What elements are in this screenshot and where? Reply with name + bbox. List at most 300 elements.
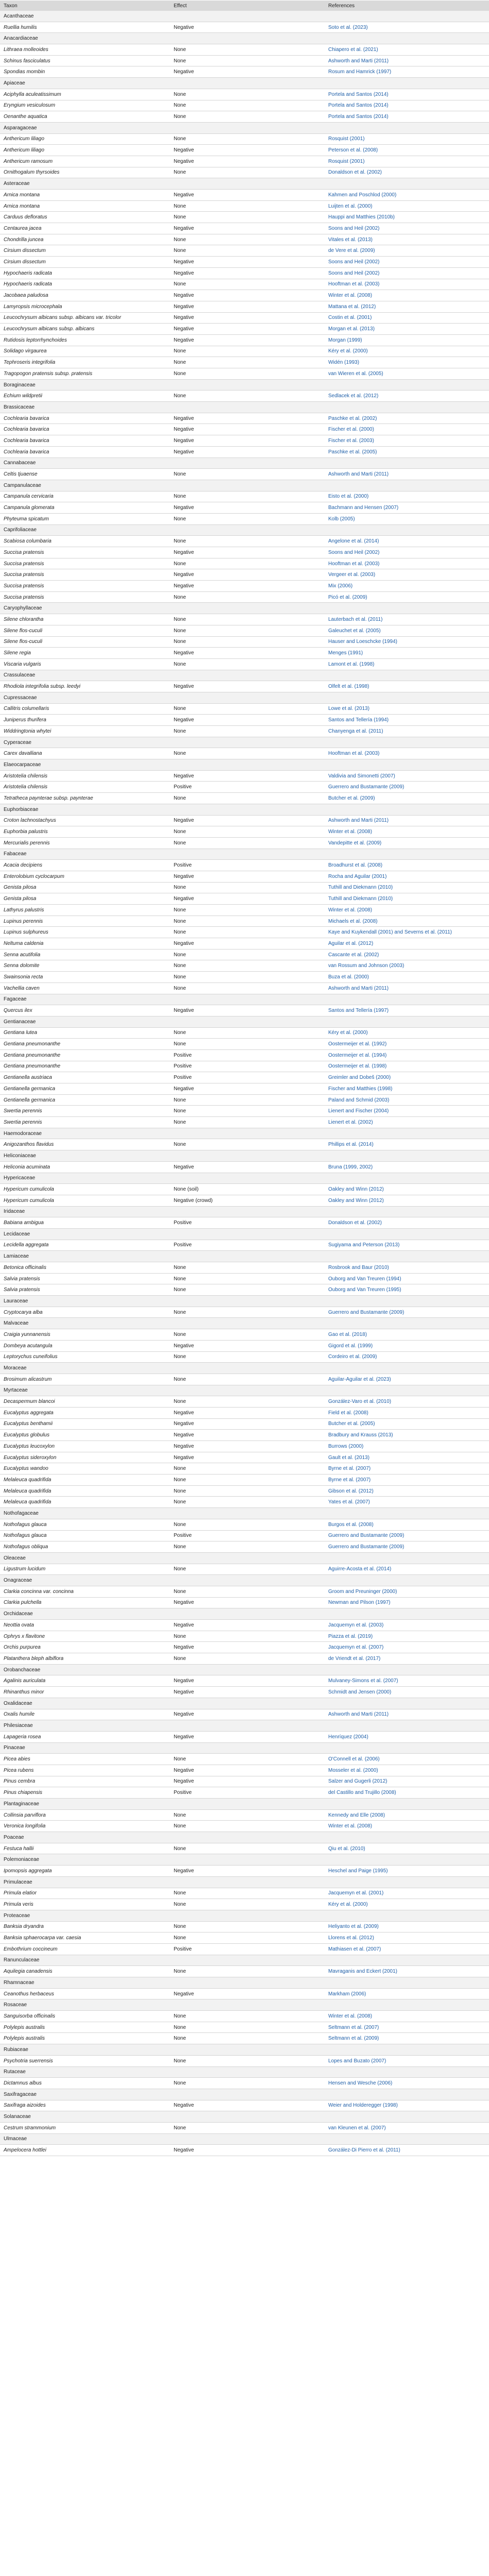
family-row bbox=[0, 1318, 489, 1329]
reference-link[interactable]: Chanyenga et al. (2011) bbox=[328, 728, 383, 734]
reference-link[interactable]: Llorens et al. (2012) bbox=[328, 1935, 374, 1941]
effect-cell: None bbox=[174, 918, 186, 924]
table-row bbox=[0, 536, 489, 547]
effect-cell: None bbox=[174, 1521, 186, 1528]
reference-link[interactable]: Guerrero and Bustamante (2009) bbox=[328, 1533, 404, 1539]
family-row bbox=[0, 759, 489, 771]
family-row bbox=[0, 692, 489, 704]
reference-link[interactable]: Peterson et al. (2008) bbox=[328, 147, 378, 154]
reference-link[interactable]: Ashworth and Marti (2011) bbox=[328, 818, 389, 824]
reference-link[interactable]: Gao et al. (2018) bbox=[328, 1331, 367, 1337]
effect-cell: None bbox=[174, 795, 186, 801]
table-row bbox=[0, 44, 489, 56]
reference-link[interactable]: Guerrero and Bustamante (2009) bbox=[328, 1544, 404, 1550]
reference-link[interactable]: Soons and Heil (2002) bbox=[328, 259, 380, 265]
reference-link[interactable]: Rosquist (2001) bbox=[328, 158, 365, 164]
taxon-cell: Succisa pratensis bbox=[4, 572, 44, 578]
reference-link[interactable]: Seltmann et al. (2009) bbox=[328, 2036, 379, 2042]
effect-cell: None bbox=[174, 885, 186, 891]
reference-link[interactable]: Lauterbach et al. (2011) bbox=[328, 616, 383, 622]
reference-link[interactable]: Morgan (1999) bbox=[328, 337, 362, 343]
reference-link[interactable]: Vitales et al. (2013) bbox=[328, 236, 373, 243]
taxon-cell: Widdringtonia whytei bbox=[4, 728, 52, 734]
table-row bbox=[0, 1922, 489, 1933]
taxon-cell: Carex davalliana bbox=[4, 751, 42, 757]
effect-cell: Negative bbox=[174, 303, 194, 310]
taxon-cell: Lapageria rosea bbox=[4, 1734, 41, 1740]
reference-link[interactable]: Heschel and Paige (1995) bbox=[328, 1868, 388, 1874]
effect-cell: Positive bbox=[174, 1946, 192, 1952]
family-name: Apiaceae bbox=[4, 80, 25, 86]
reference-link[interactable]: Butcher et al. (2005) bbox=[328, 1421, 375, 1427]
effect-cell: Negative bbox=[174, 259, 194, 265]
reference-link[interactable]: van Rossum and Johnson (2003) bbox=[328, 963, 404, 969]
family-row bbox=[0, 2111, 489, 2123]
reference-link[interactable]: Paschke et al. (2005) bbox=[328, 449, 377, 455]
table-row bbox=[0, 447, 489, 458]
reference-link[interactable]: Mathiasen et al. (2007) bbox=[328, 1946, 381, 1952]
taxon-cell: Gentiana pneumonanthe bbox=[4, 1063, 61, 1070]
taxon-cell: Primula elatior bbox=[4, 1890, 37, 1896]
reference-link[interactable]: Widén (1993) bbox=[328, 360, 360, 366]
table-row bbox=[0, 972, 489, 983]
reference-link[interactable]: Oakley and Winn (2012) bbox=[328, 1197, 384, 1204]
reference-link[interactable]: Ashworth and Marti (2011) bbox=[328, 985, 389, 991]
reference-link[interactable]: Hauppi and Matthies (2010b) bbox=[328, 214, 395, 221]
family-row bbox=[0, 1910, 489, 1922]
effect-cell: None bbox=[174, 1812, 186, 1818]
table-row bbox=[0, 871, 489, 883]
taxon-cell: Swainsonia recta bbox=[4, 974, 43, 980]
taxon-cell: Campanula cervicaria bbox=[4, 494, 54, 500]
table-row bbox=[0, 1843, 489, 1855]
effect-cell: None bbox=[174, 248, 186, 254]
effect-cell: None bbox=[174, 1466, 186, 1472]
reference-link[interactable]: Mulvaney-Simons et al. (2007) bbox=[328, 1678, 398, 1684]
effect-cell: None bbox=[174, 1264, 186, 1270]
reference-link[interactable]: Kahmen and Poschlod (2000) bbox=[328, 192, 397, 198]
reference-link[interactable]: Gibson et al. (2012) bbox=[328, 1488, 374, 1494]
effect-cell: Negative bbox=[174, 147, 194, 154]
effect-cell: None bbox=[174, 628, 186, 634]
reference-link[interactable]: Lienert and Fischer (2004) bbox=[328, 1108, 389, 1114]
effect-cell: None bbox=[174, 236, 186, 243]
reference-link[interactable]: Paland and Schmid (2003) bbox=[328, 1097, 390, 1103]
reference-link[interactable]: Vandepitte et al. (2009) bbox=[328, 840, 382, 846]
taxon-cell: Nothofagus glauca bbox=[4, 1533, 47, 1539]
table-row bbox=[0, 1139, 489, 1150]
reference-link[interactable]: Portela and Santos (2014) bbox=[328, 103, 389, 109]
taxon-cell: Polylepis australis bbox=[4, 2024, 45, 2030]
reference-link[interactable]: Rosum and Hamrick (1997) bbox=[328, 69, 392, 75]
reference-link[interactable]: Luijten et al. (2000) bbox=[328, 203, 373, 209]
taxon-cell: Collinsia parviflora bbox=[4, 1812, 46, 1818]
reference-link[interactable]: Kennedy and Elle (2008) bbox=[328, 1812, 385, 1818]
reference-link[interactable]: Portela and Santos (2014) bbox=[328, 114, 389, 120]
reference-link[interactable]: Winter et al. (2008) bbox=[328, 829, 373, 835]
table-row bbox=[0, 1184, 489, 1195]
reference-link[interactable]: Picó et al. (2009) bbox=[328, 594, 367, 600]
table-row bbox=[0, 1195, 489, 1207]
reference-link[interactable]: Angelone et al. (2014) bbox=[328, 538, 379, 545]
table-row bbox=[0, 938, 489, 950]
effect-cell: Negative bbox=[174, 1421, 194, 1427]
table-row bbox=[0, 1162, 489, 1173]
reference-link[interactable]: Soons and Heil (2002) bbox=[328, 270, 380, 276]
reference-link[interactable]: Guerrero and Bustamante (2009) bbox=[328, 784, 404, 790]
taxon-cell: Hypericum cumulicola bbox=[4, 1197, 54, 1204]
reference-link[interactable]: Ashworth and Marti (2011) bbox=[328, 471, 389, 478]
table-row bbox=[0, 1709, 489, 1721]
reference-link[interactable]: Mix (2006) bbox=[328, 583, 353, 589]
reference-link[interactable]: Michaels et al. (2008) bbox=[328, 918, 378, 924]
reference-link[interactable]: Fischer et al. (2003) bbox=[328, 437, 374, 444]
reference-link[interactable]: Hooftman et al. (2003) bbox=[328, 561, 380, 567]
table-row bbox=[0, 1497, 489, 1508]
reference-link[interactable]: Seltmann et al. (2007) bbox=[328, 2024, 379, 2030]
table-row bbox=[0, 145, 489, 156]
table-row bbox=[0, 648, 489, 659]
taxon-cell: Chondrilla juncea bbox=[4, 236, 44, 243]
reference-link[interactable]: Vergeer et al. (2003) bbox=[328, 572, 376, 578]
effect-cell: Negative bbox=[174, 1164, 194, 1170]
reference-link[interactable]: de Vriendt et al. (2017) bbox=[328, 1655, 381, 1662]
family-name: Euphorbiaceae bbox=[4, 806, 39, 812]
taxon-cell: Aquilegia canadensis bbox=[4, 1969, 53, 1975]
reference-link[interactable]: Kéry et al. (2000) bbox=[328, 1902, 368, 1908]
table-row bbox=[0, 1519, 489, 1531]
effect-cell: None bbox=[174, 1935, 186, 1941]
taxon-cell: Babiana ambigua bbox=[4, 1220, 44, 1226]
reference-link[interactable]: van Wieren et al. (2005) bbox=[328, 370, 383, 377]
reference-link[interactable]: Oakley and Winn (2012) bbox=[328, 1187, 384, 1193]
reference-link[interactable]: Oostermeijer et al. (1992) bbox=[328, 1041, 387, 1047]
reference-link[interactable]: Newman and Pilson (1997) bbox=[328, 1600, 391, 1606]
reference-link[interactable]: Menges (1991) bbox=[328, 650, 363, 656]
effect-cell: Negative bbox=[174, 337, 194, 343]
reference-link[interactable]: Jacquemyn et al. (2001) bbox=[328, 1890, 384, 1896]
table-row bbox=[0, 659, 489, 670]
taxon-cell: Rhodiola integrifolia subsp. leedyi bbox=[4, 684, 80, 690]
reference-link[interactable]: Chiapero et al. (2021) bbox=[328, 46, 378, 53]
table-row bbox=[0, 1531, 489, 1542]
taxon-cell: Picea rubens bbox=[4, 1767, 34, 1773]
taxon-cell: Cochlearia bavarica bbox=[4, 415, 49, 421]
reference-link[interactable]: Oostermeijer et al. (1998) bbox=[328, 1063, 387, 1070]
taxon-cell: Cochlearia bavarica bbox=[4, 449, 49, 455]
taxon-cell: Ampelocera hottlei bbox=[4, 2147, 46, 2154]
effect-cell: None bbox=[174, 136, 186, 142]
taxon-cell: Carduus defloratus bbox=[4, 214, 47, 221]
reference-link[interactable]: Ouborg and Van Treuren (1994) bbox=[328, 1276, 401, 1282]
reference-link[interactable]: Galeuchet et al. (2005) bbox=[328, 628, 381, 634]
reference-link[interactable]: Santos and Tellería (1997) bbox=[328, 1008, 389, 1014]
reference-link[interactable]: Winter et al. (2008) bbox=[328, 907, 373, 913]
taxon-cell: Swertia perennis bbox=[4, 1108, 42, 1114]
reference-link[interactable]: Soons and Heil (2002) bbox=[328, 225, 380, 231]
taxon-cell: Ornithogalum thyrsoides bbox=[4, 170, 60, 176]
reference-link[interactable]: Greimler and Dobeš (2000) bbox=[328, 1075, 391, 1081]
table-row bbox=[0, 927, 489, 938]
table-row bbox=[0, 1430, 489, 1441]
table-row bbox=[0, 1732, 489, 1743]
effect-cell: None bbox=[174, 1969, 186, 1975]
taxon-cell: Brosimum alicastrum bbox=[4, 1376, 52, 1382]
taxon-cell: Dictamnus albus bbox=[4, 2080, 42, 2087]
table-row bbox=[0, 1899, 489, 1910]
table-row bbox=[0, 748, 489, 759]
table-row bbox=[0, 2033, 489, 2044]
reference-link[interactable]: Sedlacek et al. (2012) bbox=[328, 393, 379, 399]
reference-link[interactable]: Soons and Heil (2002) bbox=[328, 549, 380, 555]
reference-link[interactable]: Bachmann and Hensen (2007) bbox=[328, 505, 399, 511]
reference-link[interactable]: Sugiyama and Peterson (2013) bbox=[328, 1242, 400, 1248]
table-row bbox=[0, 435, 489, 447]
reference-link[interactable]: Groom and Preuninger (2000) bbox=[328, 1588, 397, 1595]
table-row bbox=[0, 793, 489, 804]
reference-link[interactable]: Tuthill and Diekmann (2010) bbox=[328, 885, 393, 891]
reference-link[interactable]: Portela and Santos (2014) bbox=[328, 91, 389, 97]
taxon-cell: Euphorbia palustris bbox=[4, 829, 48, 835]
reference-link[interactable]: Gigord et al. (1999) bbox=[328, 1343, 373, 1349]
effect-cell: None bbox=[174, 985, 186, 991]
reference-link[interactable]: Tuthill and Diekmann (2010) bbox=[328, 896, 393, 902]
effect-cell: Negative bbox=[174, 684, 194, 690]
table-row bbox=[0, 245, 489, 257]
reference-link[interactable]: Aguilar et al. (2012) bbox=[328, 940, 374, 946]
effect-cell: None bbox=[174, 1354, 186, 1360]
table-row bbox=[0, 167, 489, 179]
taxon-cell: Campanula glomerata bbox=[4, 505, 55, 511]
table-row bbox=[0, 1329, 489, 1341]
taxon-cell: Lupinus sulphureus bbox=[4, 929, 48, 936]
family-row bbox=[0, 670, 489, 682]
reference-link[interactable]: del Castillo and Trujillo (2008) bbox=[328, 1790, 396, 1796]
reference-link[interactable]: Santos and Tellería (1994) bbox=[328, 717, 389, 723]
reference-link[interactable]: Guerrero and Bustamante (2009) bbox=[328, 1309, 404, 1315]
table-row bbox=[0, 614, 489, 625]
table-row bbox=[0, 558, 489, 570]
reference-link[interactable]: Yates et al. (2007) bbox=[328, 1499, 370, 1505]
reference-link[interactable]: Ouborg and Van Treuren (1995) bbox=[328, 1287, 401, 1293]
table-row bbox=[0, 502, 489, 514]
effect-cell: Negative bbox=[174, 1622, 194, 1628]
effect-cell: None bbox=[174, 2036, 186, 2042]
taxon-cell: Eryngium vesiculosum bbox=[4, 103, 56, 109]
reference-link[interactable]: Fischer et al. (2000) bbox=[328, 427, 374, 433]
table-row bbox=[0, 190, 489, 201]
taxon-cell: Gentiana pneumonanthe bbox=[4, 1041, 61, 1047]
taxon-cell: Aristotelia chilensis bbox=[4, 773, 48, 779]
reference-link[interactable]: Winter et al. (2008) bbox=[328, 293, 373, 299]
table-row bbox=[0, 1653, 489, 1665]
reference-link[interactable]: Lienert et al. (2002) bbox=[328, 1119, 373, 1125]
family-name: Haemodoraceae bbox=[4, 1130, 42, 1137]
reference-link[interactable]: Field et al. (2008) bbox=[328, 1410, 368, 1416]
reference-link[interactable]: Salzer and Gugerli (2012) bbox=[328, 1778, 387, 1785]
reference-link[interactable]: Bruna (1999, 2002) bbox=[328, 1164, 373, 1170]
reference-link[interactable]: Rocha and Aguilar (2001) bbox=[328, 873, 387, 879]
reference-link[interactable]: Broadhurst et al. (2008) bbox=[328, 862, 383, 869]
effect-cell: None bbox=[174, 170, 186, 176]
family-row bbox=[0, 1743, 489, 1754]
reference-link[interactable]: Jacquemyn et al. (2007) bbox=[328, 1645, 384, 1651]
taxon-cell: Arnica montana bbox=[4, 192, 40, 198]
reference-link[interactable]: Hauser and Loeschcke (1994) bbox=[328, 639, 397, 645]
reference-link[interactable]: Ashworth and Marti (2011) bbox=[328, 1711, 389, 1718]
table-row bbox=[0, 111, 489, 123]
taxon-cell: Tephroseris integrifolia bbox=[4, 360, 56, 366]
reference-link[interactable]: Schmidt and Jensen (2000) bbox=[328, 1689, 392, 1695]
reference-link[interactable]: Lamont et al. (1998) bbox=[328, 661, 375, 667]
reference-link[interactable]: Weier and Holderegger (1998) bbox=[328, 2103, 398, 2109]
reference-link[interactable]: Winter et al. (2008) bbox=[328, 2013, 373, 2019]
reference-link[interactable]: Rosquist (2001) bbox=[328, 136, 365, 142]
taxon-cell: Polylepis australis bbox=[4, 2036, 45, 2042]
effect-cell: None bbox=[174, 494, 186, 500]
family-name: Ranunculaceae bbox=[4, 1957, 40, 1963]
reference-link[interactable]: Aguilar-Aguilar et al. (2023) bbox=[328, 1376, 391, 1382]
reference-link[interactable]: Olfelt et al. (1998) bbox=[328, 684, 369, 690]
taxon-cell: Quercus ilex bbox=[4, 1008, 32, 1014]
reference-link[interactable]: Kéry et al. (2000) bbox=[328, 348, 368, 354]
reference-link[interactable]: Winter et al. (2008) bbox=[328, 1823, 373, 1829]
effect-cell: None bbox=[174, 728, 186, 734]
reference-link[interactable]: de Vere et al. (2009) bbox=[328, 248, 375, 254]
table-row bbox=[0, 56, 489, 67]
reference-link[interactable]: Mosseler et al. (2000) bbox=[328, 1767, 378, 1773]
table-row bbox=[0, 1687, 489, 1698]
family-row bbox=[0, 737, 489, 749]
reference-link[interactable]: Cordeiro et al. (2009) bbox=[328, 1354, 377, 1360]
taxon-cell: Echium wildpretii bbox=[4, 393, 43, 399]
reference-link[interactable]: Paschke et al. (2002) bbox=[328, 415, 377, 421]
taxon-cell: Vachellia caven bbox=[4, 985, 40, 991]
effect-cell: Negative bbox=[174, 1008, 194, 1014]
family-name: Asparagaceae bbox=[4, 125, 37, 131]
effect-cell: None bbox=[174, 1097, 186, 1103]
table-row bbox=[0, 1754, 489, 1765]
reference-link[interactable]: Cascante et al. (2002) bbox=[328, 952, 379, 958]
family-row bbox=[0, 402, 489, 413]
taxon-cell: Rhinanthus minor bbox=[4, 1689, 44, 1695]
reference-link[interactable]: Ashworth and Marti (2011) bbox=[328, 58, 389, 64]
family-name: Lamiaceae bbox=[4, 1253, 29, 1260]
reference-link[interactable]: Qiu et al. (2010) bbox=[328, 1845, 365, 1852]
reference-link[interactable]: Fischer and Matthies (1998) bbox=[328, 1086, 393, 1092]
effect-cell: None bbox=[174, 46, 186, 53]
reference-link[interactable]: Kolb (2005) bbox=[328, 516, 355, 522]
reference-link[interactable]: Markham (2006) bbox=[328, 1991, 366, 1997]
taxon-cell: Salvia pratensis bbox=[4, 1287, 40, 1293]
family-row bbox=[0, 1977, 489, 1989]
reference-link[interactable]: Hooftman et al. (2003) bbox=[328, 751, 380, 757]
header-taxon: Taxon bbox=[4, 3, 18, 9]
reference-link[interactable]: Phillips et al. (2014) bbox=[328, 1142, 374, 1148]
reference-link[interactable]: Kaye and Kuykendall (2001) and Severns et al. (2011) bbox=[328, 929, 452, 936]
reference-link[interactable]: Lowe et al. (2013) bbox=[328, 706, 370, 712]
taxon-cell: Centaurea jacea bbox=[4, 225, 42, 231]
family-row bbox=[0, 994, 489, 1006]
reference-link[interactable]: Byrne et al. (2007) bbox=[328, 1477, 371, 1483]
reference-link[interactable]: Valdivia and Simonetti (2007) bbox=[328, 773, 395, 779]
table-row bbox=[0, 1396, 489, 1408]
reference-link[interactable]: Kéry et al. (2000) bbox=[328, 1030, 368, 1036]
reference-link[interactable]: Mattana et al. (2012) bbox=[328, 303, 376, 310]
effect-cell: Negative bbox=[174, 549, 194, 555]
table-row bbox=[0, 1441, 489, 1452]
effect-cell: Negative bbox=[174, 896, 194, 902]
taxon-cell: Heliconia acuminata bbox=[4, 1164, 50, 1170]
reference-link[interactable]: Buza et al. (2000) bbox=[328, 974, 369, 980]
reference-link[interactable]: Donaldson et al. (2002) bbox=[328, 170, 382, 176]
reference-link[interactable]: Hensen and Wesche (2006) bbox=[328, 2080, 393, 2087]
reference-link[interactable]: Butcher et al. (2009) bbox=[328, 795, 375, 801]
table-row bbox=[0, 893, 489, 905]
taxon-cell: Platanthera bleph albiflora bbox=[4, 1655, 64, 1662]
reference-link[interactable]: Heliyanto et al. (2009) bbox=[328, 1924, 379, 1930]
reference-link[interactable]: Donaldson et al. (2002) bbox=[328, 1220, 382, 1226]
table-row bbox=[0, 368, 489, 380]
table-row bbox=[0, 1274, 489, 1285]
effect-cell: None bbox=[174, 706, 186, 712]
reference-link[interactable]: Mavraganis and Eckert (2001) bbox=[328, 1969, 397, 1975]
taxon-cell: Eucalyptus globulus bbox=[4, 1432, 49, 1438]
table-row bbox=[0, 1944, 489, 1955]
effect-cell: Negative bbox=[174, 1410, 194, 1416]
taxon-cell: Cirsium dissectum bbox=[4, 259, 46, 265]
effect-cell: Negative bbox=[174, 415, 194, 421]
taxon-cell: Anthericum liliago bbox=[4, 147, 44, 154]
taxon-cell: Rutidosis leptorrhynchoides bbox=[4, 337, 67, 343]
reference-link[interactable]: Jacquemyn et al. (2003) bbox=[328, 1622, 384, 1628]
reference-link[interactable]: Oostermeijer et al. (1994) bbox=[328, 1052, 387, 1058]
reference-link[interactable]: Bradbury and Krauss (2013) bbox=[328, 1432, 393, 1438]
reference-link[interactable]: Byrne et al. (2007) bbox=[328, 1466, 371, 1472]
reference-link[interactable]: Rosbrook and Baur (2010) bbox=[328, 1264, 389, 1270]
table-row bbox=[0, 1083, 489, 1095]
taxon-cell: Cryptocarya alba bbox=[4, 1309, 43, 1315]
reference-link[interactable]: O'Connell et al. (2006) bbox=[328, 1756, 380, 1762]
reference-link[interactable]: González-Di Pierro et al. (2011) bbox=[328, 2147, 400, 2154]
reference-link[interactable]: Eisto et al. (2000) bbox=[328, 494, 369, 500]
reference-link[interactable]: Gault et al. (2013) bbox=[328, 1454, 370, 1461]
reference-link[interactable]: Hooftman et al. (2003) bbox=[328, 281, 380, 287]
reference-link[interactable]: Costin et al. (2001) bbox=[328, 315, 372, 321]
family-row bbox=[0, 1698, 489, 1709]
effect-cell: Negative (crowd) bbox=[174, 1197, 213, 1204]
effect-cell: None bbox=[174, 1108, 186, 1114]
effect-cell: None bbox=[174, 907, 186, 913]
effect-cell: Negative bbox=[174, 326, 194, 332]
table-row bbox=[0, 290, 489, 301]
effect-cell: Negative bbox=[174, 437, 194, 444]
reference-link[interactable]: Piazza et al. (2019) bbox=[328, 1633, 373, 1639]
taxon-cell: Lupinus perennis bbox=[4, 918, 43, 924]
reference-link[interactable]: Henríquez (2004) bbox=[328, 1734, 368, 1740]
reference-link[interactable]: Aguirre-Acosta et al. (2014) bbox=[328, 1566, 392, 1572]
reference-link[interactable]: Burgos et al. (2008) bbox=[328, 1521, 374, 1528]
reference-link[interactable]: van Kleunen et al. (2007) bbox=[328, 2125, 386, 2131]
taxon-cell: Genista pilosa bbox=[4, 896, 37, 902]
reference-link[interactable]: Soto et al. (2023) bbox=[328, 24, 368, 30]
reference-link[interactable]: Lopes and Buzato (2007) bbox=[328, 2058, 386, 2064]
taxon-cell: Aciphylla aculeatissimum bbox=[4, 91, 61, 97]
reference-link[interactable]: Morgan et al. (2013) bbox=[328, 326, 375, 332]
reference-link[interactable]: González-Varo et al. (2010) bbox=[328, 1399, 392, 1405]
reference-link[interactable]: Burrows (2000) bbox=[328, 1443, 364, 1449]
taxon-cell: Swertia perennis bbox=[4, 1119, 42, 1125]
